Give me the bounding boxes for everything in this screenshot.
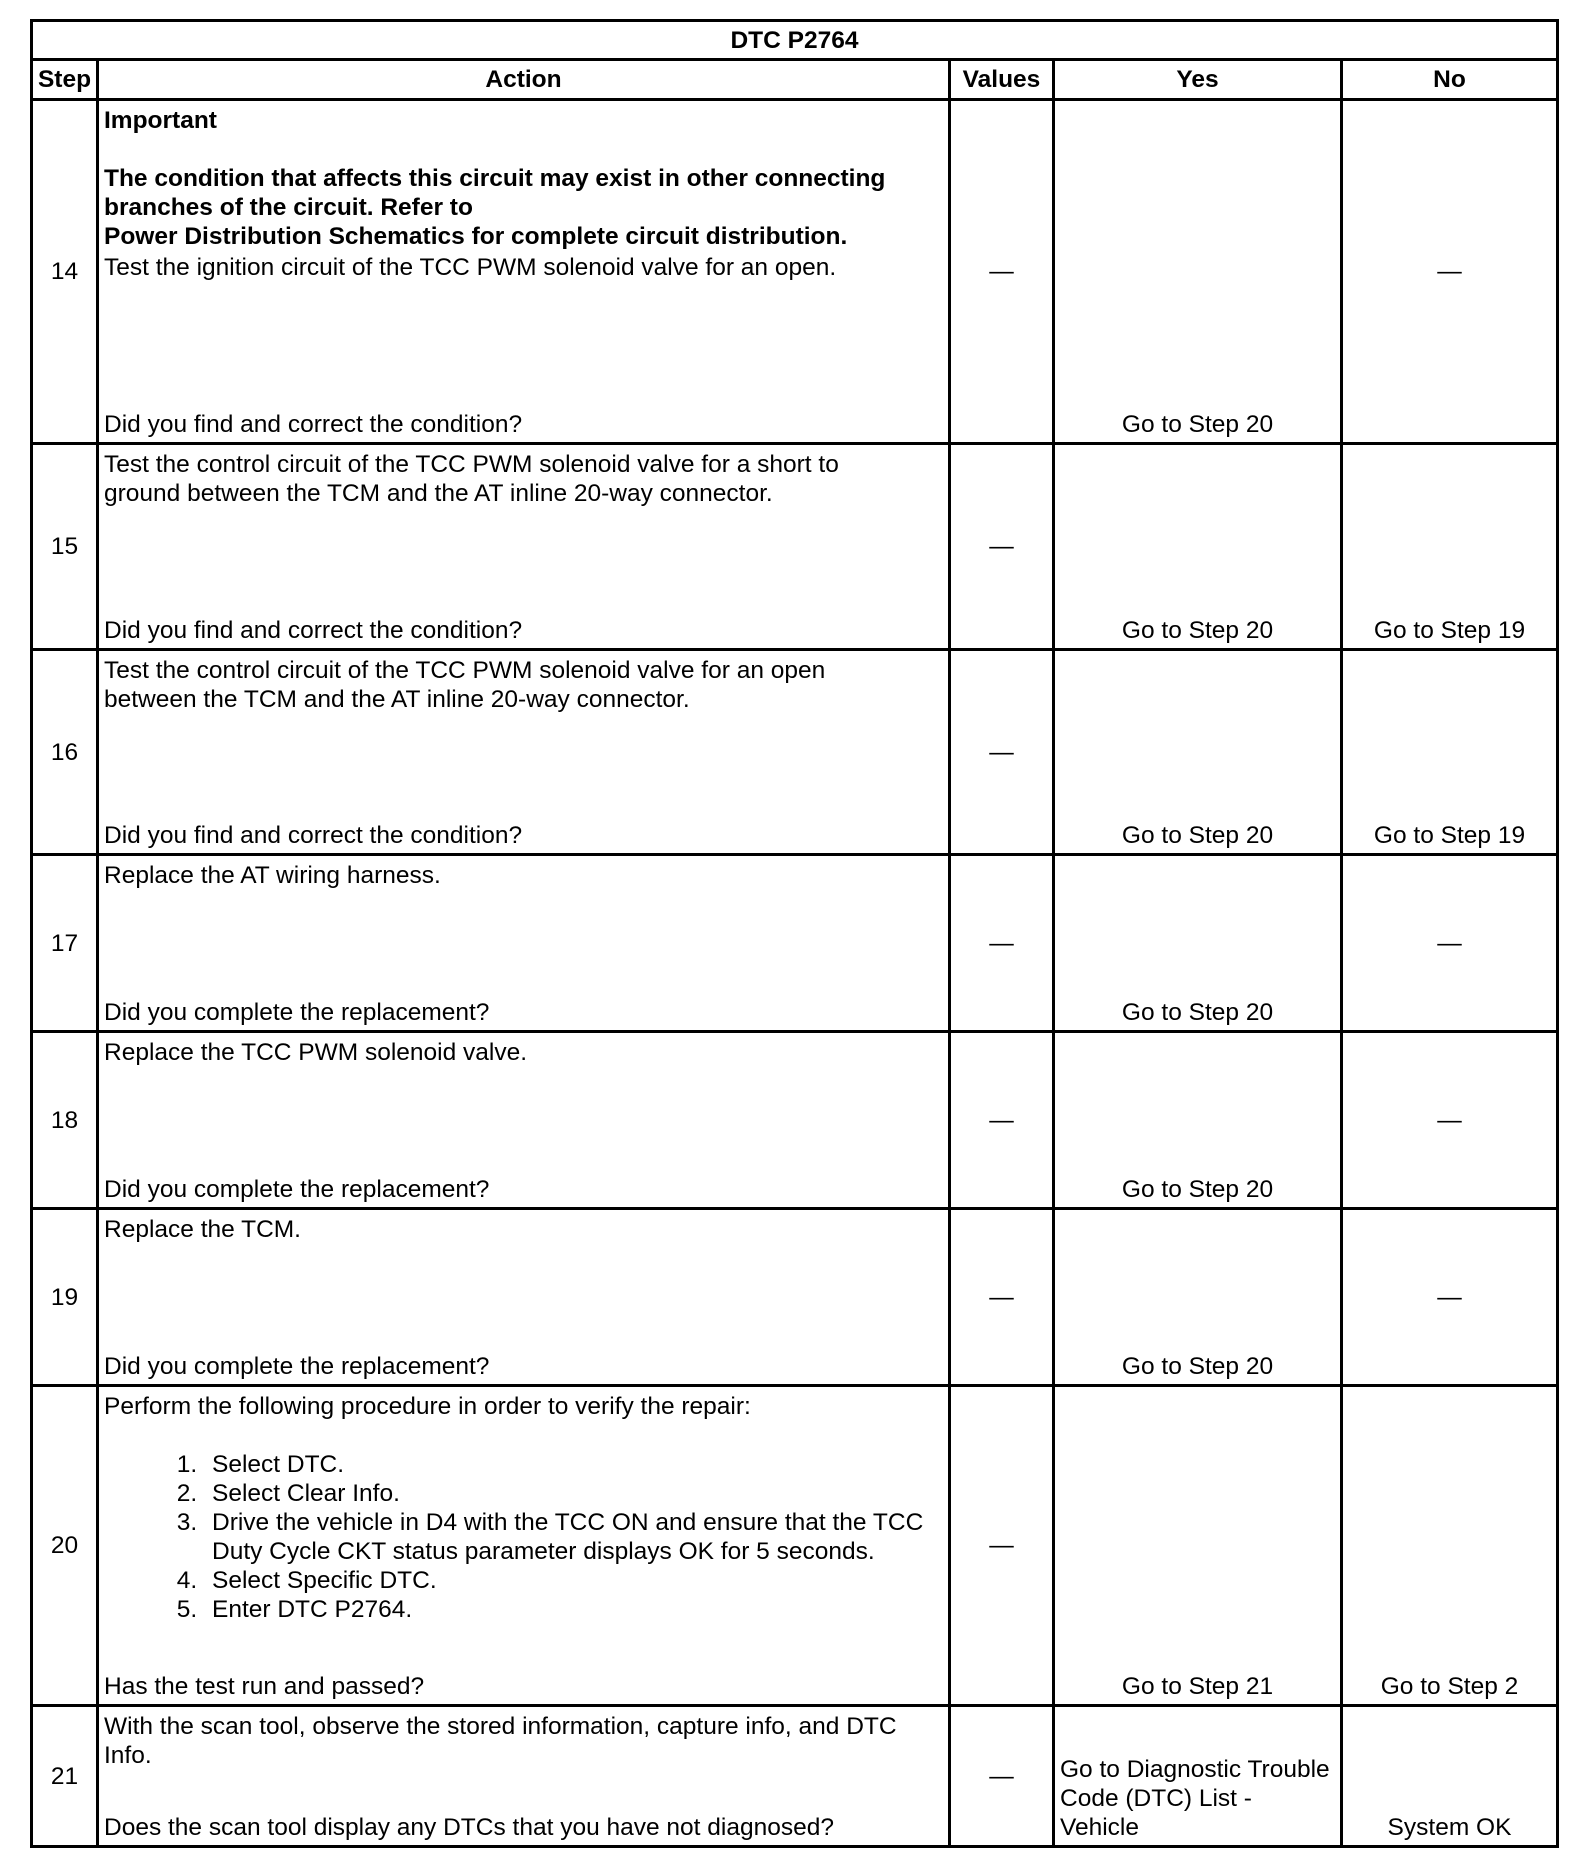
action-cell <box>98 1706 950 1847</box>
action-text: Test the control circuit of the TCC PWM solenoid valve for an open between the TCM and the AT inline 20-way connector. <box>104 657 826 713</box>
list-item: 3. Drive the vehicle in D4 with the TCC ON and ensure that the TCC Duty Cycle CKT status parameter displays OK for 5 seconds. <box>204 1508 943 1566</box>
action-question: Did you find and correct the condition? <box>104 617 523 644</box>
yes-outcome: Go to Step 20 <box>1121 1176 1274 1203</box>
list-item: 2. Select Clear Info. <box>204 1479 943 1508</box>
step-number: 19 <box>32 1209 98 1386</box>
header-yes: Yes <box>1054 60 1342 100</box>
no-cell: — <box>1342 100 1558 444</box>
table-row <box>32 100 1558 444</box>
action-cell <box>98 1209 950 1386</box>
action-cell <box>98 1032 950 1209</box>
values-cell: — <box>950 855 1054 1032</box>
values-cell: — <box>950 1706 1054 1847</box>
yes-cell <box>1054 1209 1342 1386</box>
header-step: Step <box>32 60 98 100</box>
action-question: Does the scan tool display any DTCs that you have not diagnosed? <box>104 1814 834 1841</box>
yes-outcome: Go to Step 20 <box>1121 999 1274 1026</box>
table-row <box>32 650 1558 855</box>
step-number: 21 <box>32 1706 98 1847</box>
yes-cell <box>1054 650 1342 855</box>
yes-outcome: Go to Step 20 <box>1121 411 1274 438</box>
action-cell <box>98 855 950 1032</box>
yes-outcome: Go to Diagnostic Trouble Code (DTC) List - Vehicle <box>1060 1756 1330 1841</box>
table-row <box>32 1032 1558 1209</box>
no-cell: — <box>1342 855 1558 1032</box>
action-text: Test the control circuit of the TCC PWM solenoid valve for a short to ground between the TCM and the AT inline 20-way connector. <box>104 451 839 507</box>
important-note: The condition that affects this circuit may exist in other connecting branches of the circuit. Refer to <box>104 165 886 221</box>
no-cell <box>1342 1706 1558 1847</box>
step-number: 18 <box>32 1032 98 1209</box>
procedure-list <box>104 1450 943 1624</box>
list-item: 4. Select Specific DTC. <box>204 1566 943 1595</box>
header-action: Action <box>98 60 950 100</box>
table-row <box>32 1386 1558 1706</box>
action-text: Replace the AT wiring harness. <box>104 862 441 889</box>
yes-cell <box>1054 1386 1342 1706</box>
no-outcome: System OK <box>1387 1814 1512 1841</box>
step-number: 15 <box>32 444 98 650</box>
list-item: 5. Enter DTC P2764. <box>204 1595 943 1624</box>
action-text: Test the ignition circuit of the TCC PWM solenoid valve for an open. <box>104 254 837 281</box>
action-text: Perform the following procedure in order to verify the repair: <box>104 1393 751 1420</box>
action-question: Has the test run and passed? <box>104 1673 425 1700</box>
table-row <box>32 855 1558 1032</box>
action-question: Did you complete the replacement? <box>104 1353 490 1380</box>
table-row <box>32 1706 1558 1847</box>
no-outcome: Go to Step 19 <box>1373 617 1526 644</box>
no-outcome: Go to Step 19 <box>1373 822 1526 849</box>
action-question: Did you find and correct the condition? <box>104 411 523 438</box>
values-cell: — <box>950 1032 1054 1209</box>
action-text: Replace the TCC PWM solenoid valve. <box>104 1039 528 1066</box>
action-question: Did you find and correct the condition? <box>104 822 523 849</box>
yes-cell <box>1054 855 1342 1032</box>
table-title: DTC P2764 <box>32 21 1558 60</box>
action-text: With the scan tool, observe the stored information, capture info, and DTC Info. <box>104 1713 897 1769</box>
header-row <box>32 60 1558 100</box>
yes-outcome: Go to Step 21 <box>1121 1673 1274 1700</box>
step-number: 14 <box>32 100 98 444</box>
values-cell: — <box>950 650 1054 855</box>
no-cell <box>1342 444 1558 650</box>
step-number: 16 <box>32 650 98 855</box>
action-question: Did you complete the replacement? <box>104 1176 490 1203</box>
header-values: Values <box>950 60 1054 100</box>
dtc-table <box>30 19 1559 1848</box>
no-cell <box>1342 1386 1558 1706</box>
yes-cell <box>1054 444 1342 650</box>
values-cell: — <box>950 1209 1054 1386</box>
no-cell: — <box>1342 1209 1558 1386</box>
values-cell: — <box>950 1386 1054 1706</box>
action-cell <box>98 1386 950 1706</box>
values-cell: — <box>950 444 1054 650</box>
yes-outcome: Go to Step 20 <box>1121 822 1274 849</box>
action-question: Did you complete the replacement? <box>104 999 490 1026</box>
important-note-ref: Power Distribution Schematics for complete circuit distribution. <box>104 223 848 250</box>
action-cell <box>98 650 950 855</box>
table-row <box>32 1209 1558 1386</box>
yes-cell <box>1054 1032 1342 1209</box>
important-heading: Important <box>104 107 217 134</box>
action-text: Replace the TCM. <box>104 1216 301 1243</box>
list-item: 1. Select DTC. <box>204 1450 943 1479</box>
action-cell <box>98 100 950 444</box>
step-number: 17 <box>32 855 98 1032</box>
table-row <box>32 444 1558 650</box>
no-outcome: Go to Step 2 <box>1380 1673 1519 1700</box>
header-no: No <box>1342 60 1558 100</box>
yes-cell <box>1054 1706 1342 1847</box>
yes-outcome: Go to Step 20 <box>1121 1353 1274 1380</box>
action-cell <box>98 444 950 650</box>
yes-cell <box>1054 100 1342 444</box>
yes-outcome: Go to Step 20 <box>1121 617 1274 644</box>
values-cell: — <box>950 100 1054 444</box>
step-number: 20 <box>32 1386 98 1706</box>
no-cell <box>1342 650 1558 855</box>
no-cell: — <box>1342 1032 1558 1209</box>
